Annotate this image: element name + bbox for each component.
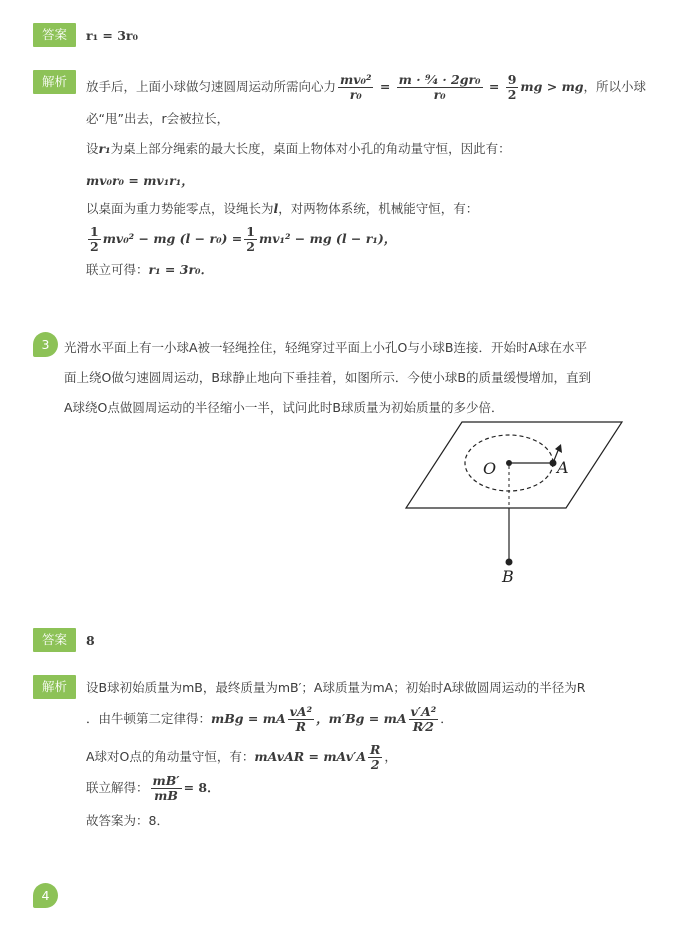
analysis-line-7: 联立可得：r₁ = 3r₀． [86, 262, 214, 277]
hole-o [506, 460, 512, 466]
analysis-tag: 解析 [33, 70, 76, 94]
answer-value: 8 [86, 633, 95, 648]
ball-b [506, 559, 513, 566]
analysis-line-3: 设r₁为桌上部分绳索的最大长度，桌面上物体对小孔的角动量守恒，因此有： [86, 141, 511, 156]
question-number-badge: 4 [33, 883, 58, 908]
analysis-line-3: A球对O点的角动量守恒，有：mAvAR = mAv′A $\frac{R}{2}$ ， [86, 741, 397, 772]
fraction: $\frac{\text{v′A²}}{R⁄2}$ [410, 703, 437, 734]
answer-tag: 答案 [33, 628, 76, 652]
question-line-2: 面上绕O做匀速圆周运动，B球静止地向下垂挂着，如图所示．今使小球B的质量缓慢增加，直到 [64, 370, 591, 385]
answer-value: r₁ = 3r₀ [86, 28, 138, 43]
analysis-line-5: 以桌面为重力势能零点，设绳长为l，对两物体系统，机械能守恒，有： [86, 201, 479, 216]
answer-tag: 答案 [33, 23, 76, 47]
fraction: $\frac{\text{m · ⁹⁄₄ · 2gr₀}}{\text{r₀}}$ [398, 71, 481, 102]
fraction: $\frac{1}{2}$ [246, 223, 255, 254]
fraction: $\frac{mB'}{mB}$ [152, 772, 180, 803]
analysis-line-6: $\frac{1}{2}$ mv₀² − mg (l − r₀) = $\frac{1}{2}$ mv₁² − mg (l − r₁)， [90, 223, 397, 254]
question-line-1: 光滑水平面上有一小球A被一轻绳拴住，轻绳穿过平面上小孔O与小球B连接．开始时A球在水平 [64, 340, 588, 355]
analysis-line-2: ．由牛顿第二定律得：mBg = mA $\frac{\text{vA²}}{R}$ ，m′Bg = mA $\frac{\text{v′A²}}{R⁄2}$ ． [86, 703, 453, 734]
analysis-line-4: 联立解得： $\frac{mB'}{mB}$ = 8． [86, 772, 220, 803]
fraction: $\frac{R}{2}$ [370, 741, 381, 772]
fraction: $\frac{\text{vA²}}{R}$ [289, 703, 313, 734]
label-a: A [557, 458, 569, 477]
fraction: $\frac{1}{2}$ [90, 223, 99, 254]
fraction: $\frac{9}{2}$ [507, 71, 517, 102]
question-line-3: A球绕O点做圆周运动的半径缩小一半，试问此时B球质量为初始质量的多少倍． [64, 400, 504, 415]
analysis-line-1: 放手后，上面小球做匀速圆周运动所需向心力 $\frac{\text{mv₀²}}{\text{r₀}}$ = $\frac{\text{m · ⁹⁄₄ · 2gr₀}}{\text{r₀}}$ = $\frac{9}{2}$ mg > mg，所以小球 [86, 71, 647, 102]
physics-figure [400, 418, 630, 588]
label-b: B [502, 567, 514, 586]
fraction: $\frac{\text{mv₀²}}{\text{r₀}}$ [340, 71, 372, 102]
analysis-tag: 解析 [33, 675, 76, 699]
question-number-badge: 3 [33, 332, 58, 357]
analysis-line-5: 故答案为：8． [86, 813, 169, 828]
label-o: O [483, 459, 497, 478]
analysis-line-4: mv₀r₀ = mv₁r₁， [86, 173, 194, 188]
analysis-line-1: 设B球初始质量为mB，最终质量为mB′；A球质量为mA；初始时A球做圆周运动的半径为R [86, 680, 586, 695]
analysis-line-2: 必“甩”出去，r会被拉长， [86, 111, 230, 126]
arrow-head-icon [555, 444, 562, 453]
